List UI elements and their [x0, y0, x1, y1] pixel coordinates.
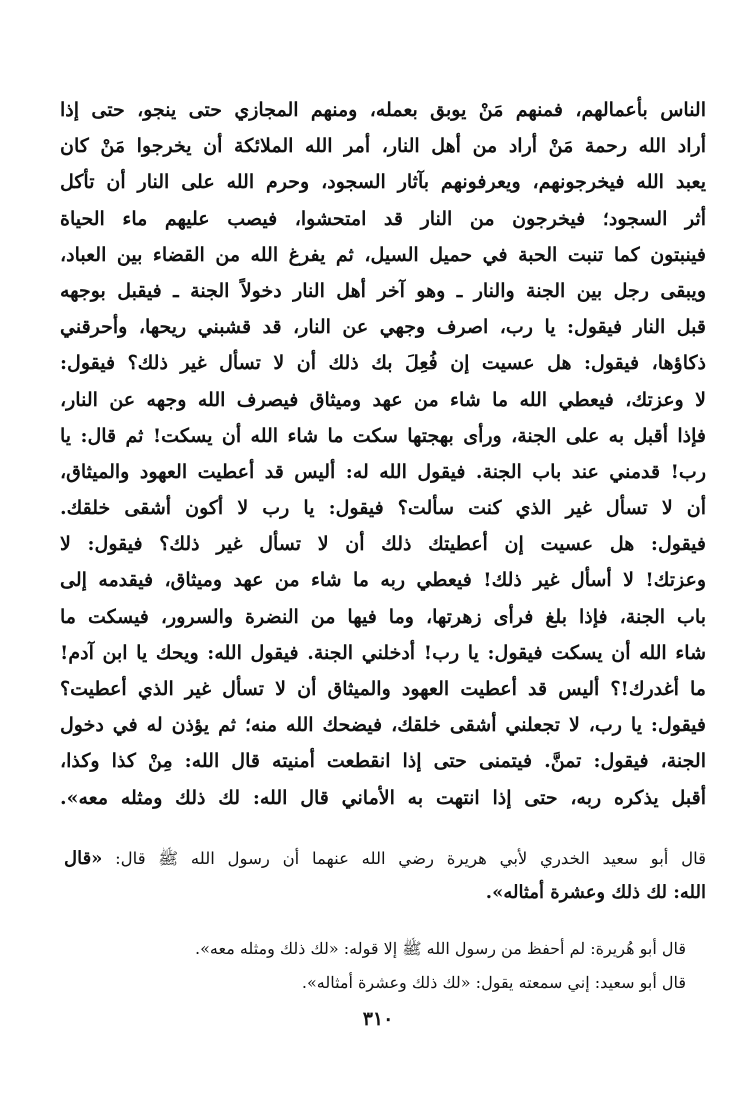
hadith-line	[64, 876, 706, 910]
text-line: الناس بأعمالهم، فمنهم مَنْ يوبق بعمله، ومنهم المجازي حتى ينجو، حتى إذا	[60, 99, 706, 121]
text-line: فإذا أقبل به على الجنة، ورأى بهجتها سكت ما شاء الله أن يسكت! ثم قال: يا	[60, 424, 706, 447]
hadith-text: قال أبو سعيد الخدري لأبي هريرة رضي الله عنهما أن رسول الله ﷺ قال:	[102, 849, 706, 868]
text-line: أقبل يذكره ربه، حتى إذا انتهت به الأماني قال الله: لك ذلك ومثله معه».	[60, 786, 706, 809]
text-line: قبل النار فيقول: يا رب، اصرف وجهي عن النار، قد قشبني ريحها، وأحرقني	[60, 316, 706, 339]
text-line: أراد الله رحمة مَنْ أراد من أهل النار، أمر الله الملائكة أن يخرجوا مَنْ كان	[60, 135, 706, 158]
text-line: لا وعزتك، فيعطي الله ما شاء من عهد وميثاق فيصرف الله وجهه عن النار،	[60, 388, 706, 411]
text-line: يعبد الله فيخرجونهم، ويعرفونهم بآثار السجود، وحرم الله على النار أن تأكل	[60, 171, 706, 194]
hadith-quote: الله: لك ذلك وعشرة أمثاله».	[485, 882, 706, 903]
text-line: أن لا تسأل غير الذي كنت سألت؟ فيقول: يا رب لا أكون أشقى خلقك.	[60, 497, 706, 520]
text-line: أثر السجود؛ فيخرجون من النار قد امتحشوا، فيصب عليهم ماء الحياة	[60, 207, 706, 230]
text-line: وعزتك! لا أسأل غير ذلك! فيعطي ربه ما شاء من عهد وميثاق، فيقدمه إلى	[60, 569, 706, 592]
text-line: فيقول: هل عسيت إن أعطيتك ذلك أن لا تسأل غير ذلك؟ فيقول: لا	[60, 533, 706, 556]
note-line: قال أبو سعيد: إني سمعته يقول: «لك ذلك وعشرة أمثاله».	[301, 973, 686, 992]
hadith-quote: «قال	[64, 848, 103, 869]
text-line: ذكاؤها، فيقول: هل عسيت إن فُعِلَ بك ذلك أن لا تسأل غير ذلك؟ فيقول:	[60, 352, 706, 375]
notes-section	[64, 932, 686, 1000]
text-line: ويبقى رجل بين الجنة والنار ـ وهو آخر أهل النار دخولاً الجنة ـ فيقبل بوجهه	[60, 279, 706, 302]
hadith-paragraph	[64, 842, 706, 910]
page-number: ٣١٠	[362, 1008, 394, 1030]
text-line: فينبتون كما تنبت الحبة في حميل السيل، ثم يفرغ الله من القضاء بين العباد،	[60, 243, 706, 266]
hadith-line	[64, 842, 706, 876]
text-line: باب الجنة، فإذا بلغ فرأى زهرتها، وما فيها من النضرة والسرور، فيسكت ما	[60, 605, 706, 628]
text-line: رب! قدمني عند باب الجنة. فيقول الله له: أليس قد أعطيت العهود والميثاق،	[60, 460, 706, 483]
text-line: شاء الله أن يسكت فيقول: يا رب! أدخلني الجنة. فيقول الله: ويحك يا ابن آدم!	[60, 641, 706, 664]
text-line: الجنة، فيقول: تمنَّ. فيتمنى حتى إذا انقطعت أمنيته قال الله: مِنْ كذا وكذا،	[60, 750, 706, 773]
text-line: فيقول: يا رب، لا تجعلني أشقى خلقك، فيضحك الله منه؛ ثم يؤذن له في دخول	[60, 714, 706, 737]
text-line: ما أغدرك!؟ أليس قد أعطيت العهود والميثاق أن لا تسأل غير الذي أعطيت؟	[60, 678, 706, 700]
note-line: قال أبو هُريرة: لم أحفظ من رسول الله ﷺ إلا قوله: «لك ذلك ومثله معه».	[195, 939, 686, 958]
main-paragraph	[60, 92, 706, 816]
